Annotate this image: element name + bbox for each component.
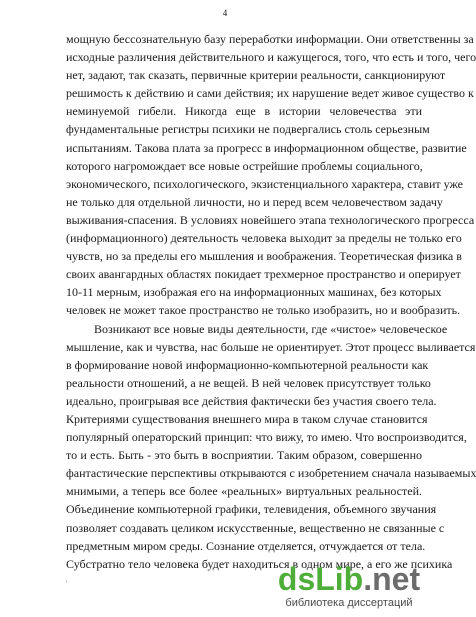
watermark-brand-ds: ds [277,561,316,597]
text-line: мнимыми, а теперь все более «реальных» виртуальных реальностей. [66,484,422,499]
text-line: неминуемой гибели. Никогда еще в истории человечества эти [66,104,422,119]
watermark-subtitle: библиотека диссертаций [285,597,413,609]
text-line: Критериями существования внешнего мира в таком случае становится [66,411,428,426]
text-line: предметным миром среды. Сознание отделяется, отчуждается от тела. [66,538,426,553]
watermark-brand-net: net [372,561,421,597]
text-line: 10-11 мерным, изображая его на информационных машинах, без которых [66,285,442,300]
text-line: своих авангардных областях покидает трехмерное пространство и оперирует [66,267,461,282]
text-line: выживания-спасения. В условиях новейшего этапа технологического прогресса [66,212,475,227]
text-line: решимость к действию и сами действия; их нарушение ведет живое существо к [66,86,474,101]
text-line: фантастические перспективы открываются с изобретением сначала называемых [66,466,476,481]
text-line: которого нагромождает все новые острейшие проблемы социального, [66,158,423,173]
page-number: 4 [222,8,228,18]
text-line: популярный операторский принцип: что вижу, то имею. Что воспроизводится, [66,430,467,445]
text-line: экономического, психологического, экзистенциального характера, ставит уже [66,176,463,191]
body-text [66,30,476,573]
scan-mark: ' [66,579,68,588]
text-line: реальности отношений, а не вещей. В ней человек присутствует только [66,375,431,390]
text-line: позволяет создавать целиком искусственные, вещественно не связанные с [66,520,445,535]
text-line: в формирование новой информационно-компьютерной реальности как [66,357,429,372]
text-line: чувств, но за пределы его мышления и воображения. Теоретическая физика в [66,249,462,264]
text-line: (информационного) деятельность человека выходит за пределы не только его [66,231,462,246]
text-line: идеально, проигрывая все действия фактически без участия своего тела. [66,393,437,408]
watermark-logo [254,561,444,597]
text-line: фундаментальные регистры психики не подвергались столь серьезным [66,122,430,137]
text-line: человек не может такое пространство не только изобразить, но и вообразить. [66,303,461,318]
text-line: мышление, как и чувства, нас больше не ориентирует. Этот процесс выливается [66,339,476,354]
text-line: не только для отдельной личности, но и перед всем человечеством задачу [66,194,443,209]
watermark-brand-dot: . [363,561,373,597]
dslib-watermark[interactable] [254,561,444,613]
text-line: то и есть. Быть - это быть в восприятии. Таким образом, совершенно [66,448,422,463]
text-line: мощную бессознательную базу переработки информации. Они ответственны за [66,32,474,46]
text-line: испытаниям. Такова плата за прогресс в информационном обществе, развитие [66,140,467,155]
text-line: Возникают все новые виды деятельности, где «чистое» человеческое [94,321,448,336]
watermark-brand-lib: Lib [315,561,364,597]
text-line: исходные различения действительного и кажущегося, того, что есть и того, чего [66,50,476,65]
text-line: нет, задают, так сказать, первичные критерии реальности, санкционируют [66,68,446,83]
text-line: Субстратно тело человека будет находиться в одном мире, а его же психика [66,556,453,571]
text-line: Объединение компьютерной графики, телевидения, объемного звучания [66,502,437,517]
